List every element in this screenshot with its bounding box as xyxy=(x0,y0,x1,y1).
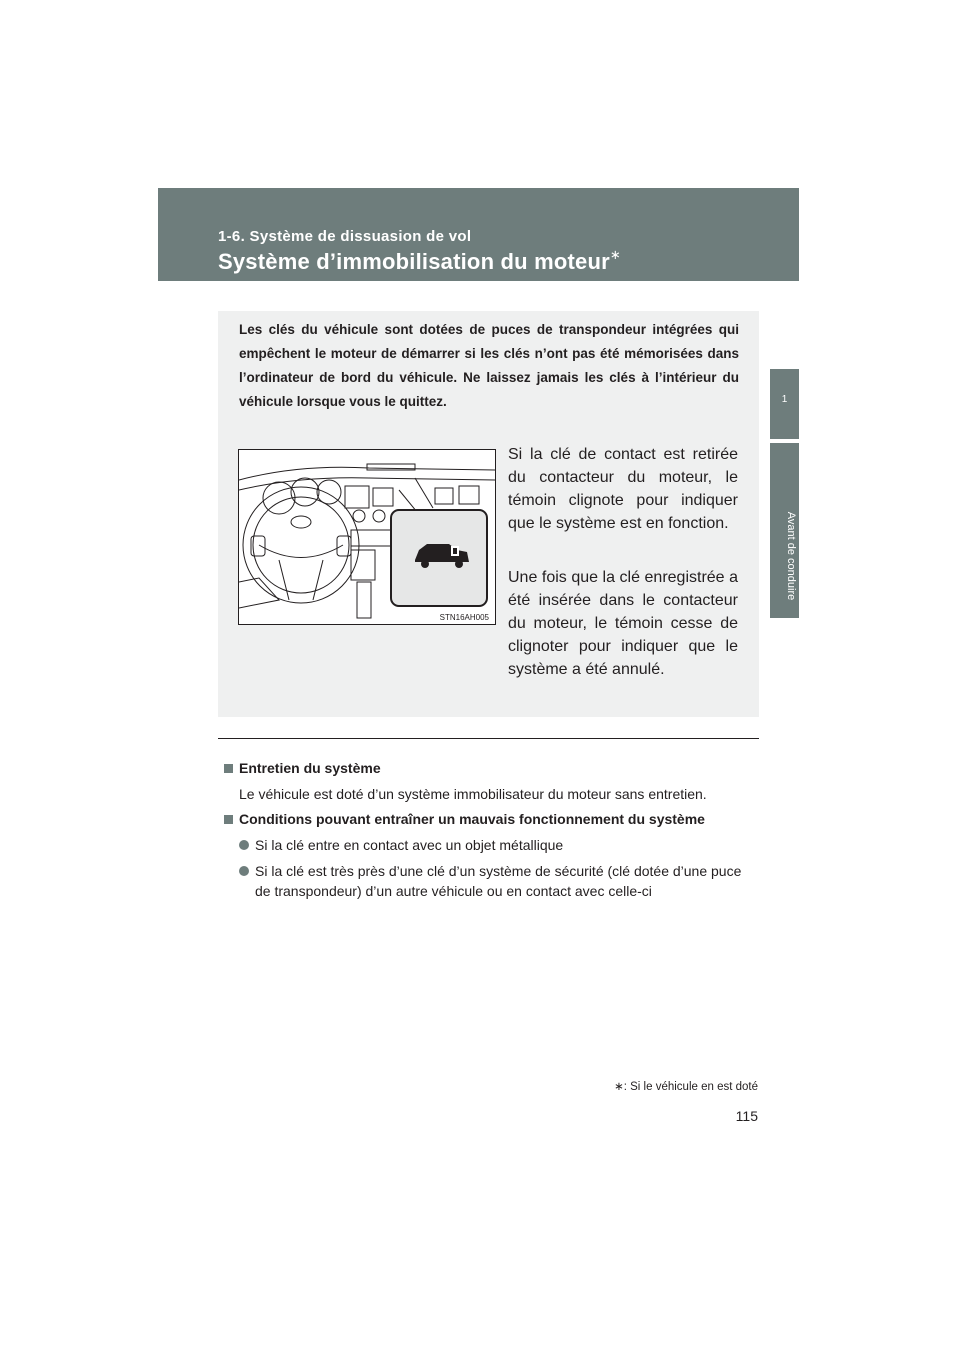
chapter-label: Avant de conduire xyxy=(785,511,797,601)
page-number: 115 xyxy=(735,1108,758,1124)
maintenance-text: Le véhicule est doté d’un système immobilisateur du moteur sans entretien. xyxy=(239,786,707,802)
description-removed: Si la clé de contact est retirée du contacteur du moteur, le témoin clignote pour indiquer que le système est en fonction. xyxy=(508,446,738,532)
conditions-heading: Conditions pouvant entraîner un mauvais fonctionnement du système xyxy=(239,811,705,827)
page-title-text: Système d’immobilisation du moteur xyxy=(218,249,610,274)
section-label: 1-6. Système de dissuasion de vol xyxy=(218,228,472,245)
maintenance-heading: Entretien du système xyxy=(239,760,381,776)
intro-text: Les clés du véhicule sont dotées de puces de transpondeur intégrées qui empêchent le moteur de démarrer si les clés n’ont pas été mémorisées dans l’ordinateur de bord du véhicule. Ne laissez jamais les clés à l’intérieur du véhicule lorsque vous le quittez. xyxy=(239,322,739,409)
condition-item xyxy=(239,835,563,855)
page-title xyxy=(218,249,621,275)
condition-text: Si la clé est très près d’une clé d’un système de sécurité (clé dotée d’une puce de transpondeur) d’un autre véhicule ou en contact avec celle-ci xyxy=(255,863,742,899)
divider xyxy=(218,738,759,739)
chapter-number: 1 xyxy=(781,394,788,405)
chapter-tab xyxy=(770,369,799,439)
footnote: ∗: Si le véhicule en est doté xyxy=(614,1081,758,1093)
illustration-code: STN16AH005 xyxy=(439,613,489,622)
maintenance-heading-row xyxy=(224,758,381,778)
condition-text: Si la clé entre en contact avec un objet métallique xyxy=(255,837,564,853)
dashboard-drawing xyxy=(239,450,495,624)
dashboard-illustration xyxy=(238,449,496,625)
condition-item xyxy=(239,861,749,901)
chapter-label-wrap xyxy=(776,495,797,615)
conditions-heading-row xyxy=(224,809,705,829)
description-inserted: Une fois que la clé enregistrée a été insérée dans le contacteur du moteur, le témoin cesse de clignoter pour indiquer que le système a été annulé. xyxy=(508,569,738,678)
title-footnote-mark: ∗ xyxy=(609,247,621,262)
square-bullet-icon xyxy=(224,815,233,824)
circle-bullet-icon xyxy=(239,866,249,876)
square-bullet-icon xyxy=(224,764,233,773)
circle-bullet-icon xyxy=(239,840,249,850)
